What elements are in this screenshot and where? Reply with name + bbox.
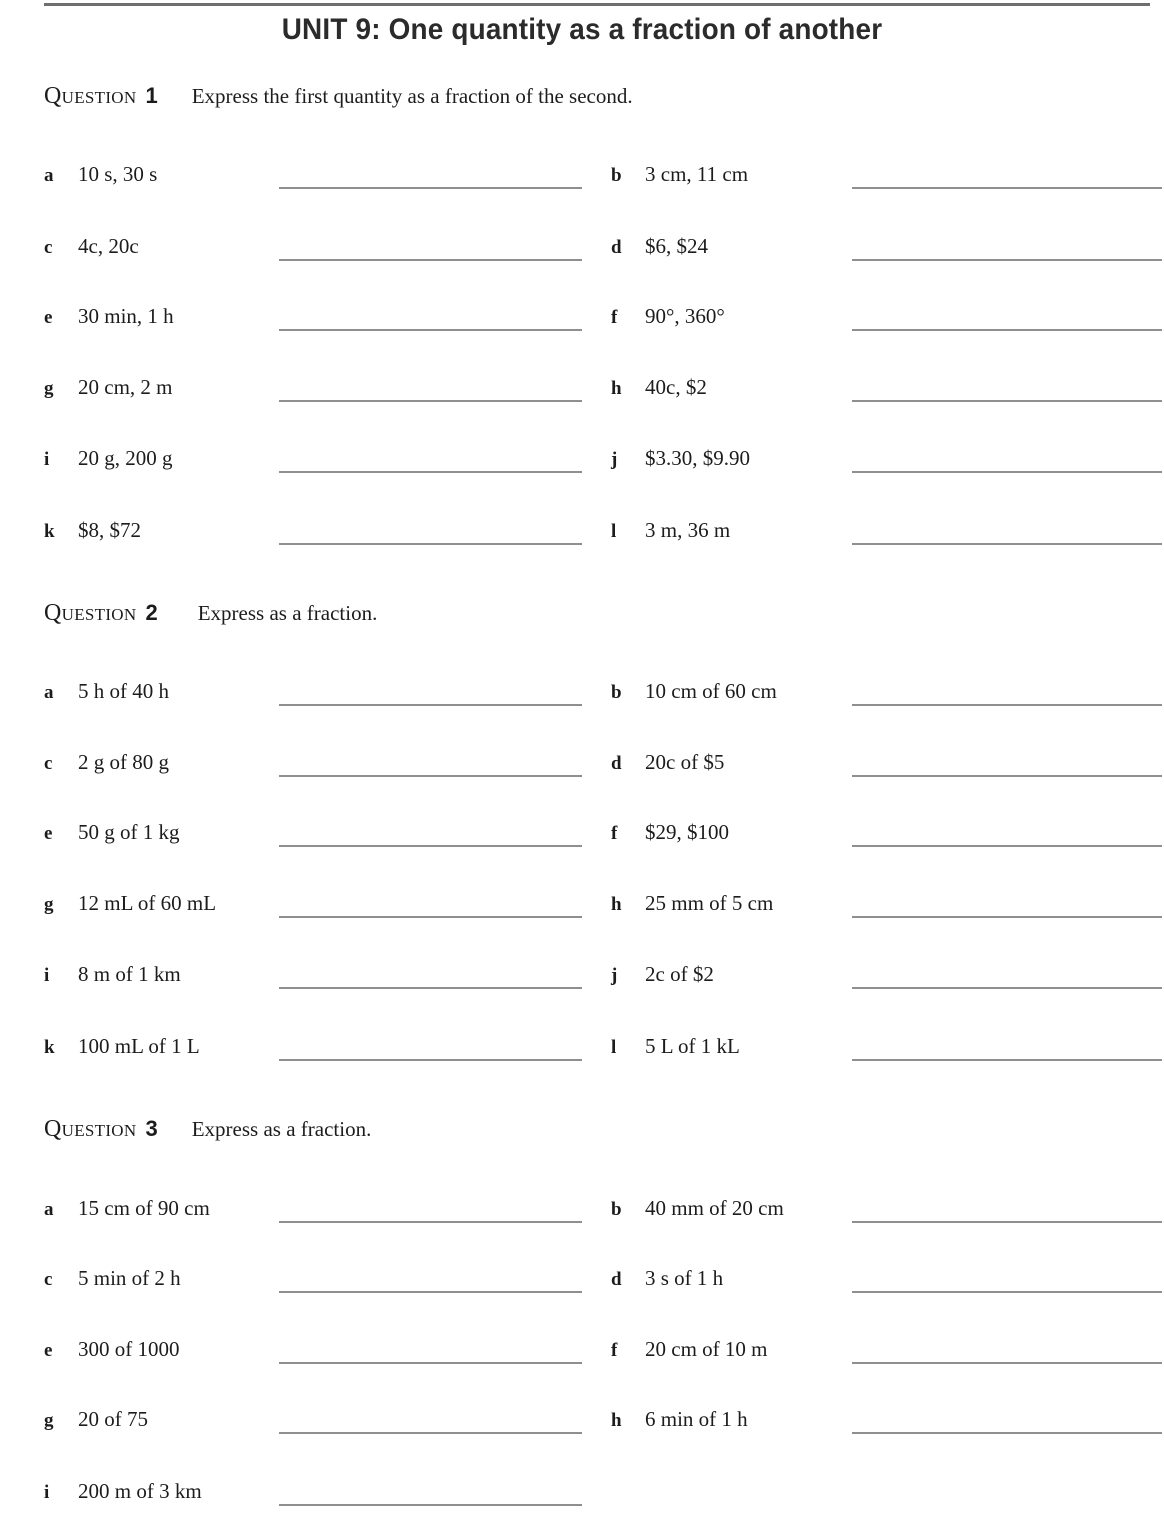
item-text: 20 cm, 2 m [78,375,173,399]
question-label-rest: UESTION [61,1121,137,1140]
answer-line[interactable] [279,704,582,706]
question-label-initial: Q [44,1116,62,1142]
item-text: 20 of 75 [78,1407,148,1431]
exercise-item [611,820,729,845]
answer-line[interactable] [852,187,1162,189]
answer-line[interactable] [852,1221,1162,1223]
exercise-item [44,1196,210,1221]
item-text: 10 cm of 60 cm [645,679,777,703]
exercise-item [44,234,139,259]
item-letter: e [44,1340,53,1361]
answer-line[interactable] [852,400,1162,402]
answer-line[interactable] [279,1059,582,1061]
exercise-item [44,962,181,987]
item-letter: l [611,521,617,542]
item-text: 100 mL of 1 L [78,1034,200,1058]
exercise-item [44,1407,148,1432]
item-text: 2 g of 80 g [78,750,169,774]
answer-line[interactable] [279,1432,582,1434]
item-letter: a [44,682,54,703]
answer-line[interactable] [279,187,582,189]
item-letter: a [44,1199,54,1220]
exercise-item [611,304,725,329]
answer-line[interactable] [852,845,1162,847]
item-letter: c [44,237,53,258]
exercise-item [611,891,773,916]
question-label-initial: Q [44,600,62,626]
item-letter: d [611,1269,622,1290]
item-text: 20c of $5 [645,750,725,774]
exercise-item [44,1034,200,1059]
question-number: 3 [145,1116,158,1141]
exercise-item [44,375,173,400]
answer-line[interactable] [852,775,1162,777]
item-text: 5 min of 2 h [78,1266,181,1290]
item-letter: f [611,1340,618,1361]
answer-line[interactable] [852,1362,1162,1364]
answer-line[interactable] [279,987,582,989]
exercise-item [44,820,180,845]
exercise-item [611,679,777,704]
item-letter: b [611,165,622,186]
item-letter: f [611,823,618,844]
exercise-item [611,1337,767,1362]
item-text: 200 m of 3 km [78,1479,202,1503]
question-instruction: Express as a fraction. [191,1117,372,1141]
exercise-item [44,679,169,704]
item-letter: b [611,1199,622,1220]
answer-line[interactable] [852,471,1162,473]
item-letter: h [611,894,622,915]
item-letter: j [611,449,618,470]
exercise-item [44,304,174,329]
answer-line[interactable] [279,775,582,777]
item-letter: g [44,894,54,915]
item-letter: c [44,1269,53,1290]
exercise-item [611,1266,723,1291]
exercise-item [44,891,216,916]
question-number: 1 [145,83,158,108]
item-text: 5 L of 1 kL [645,1034,740,1058]
item-letter: d [611,237,622,258]
item-letter: a [44,165,54,186]
page-title: UNIT 9: One quantity as a fraction of another [281,13,883,46]
answer-line[interactable] [279,845,582,847]
answer-line[interactable] [279,543,582,545]
exercise-item [44,518,141,543]
item-letter: d [611,753,622,774]
answer-line[interactable] [279,1504,582,1506]
exercise-item [611,234,708,259]
answer-line[interactable] [279,259,582,261]
exercise-item [44,446,173,471]
answer-line[interactable] [279,471,582,473]
item-text: 300 of 1000 [78,1337,180,1361]
item-text: 40c, $2 [645,375,707,399]
question-number: 2 [145,600,158,625]
item-letter: l [611,1037,617,1058]
answer-line[interactable] [852,543,1162,545]
exercise-item [611,1196,784,1221]
item-text: 6 min of 1 h [645,1407,748,1431]
item-text: 20 cm of 10 m [645,1337,768,1361]
item-letter: e [44,307,53,328]
question-header [44,1116,371,1142]
exercise-item [611,375,707,400]
item-letter: g [44,378,54,399]
item-letter: f [611,307,618,328]
item-text: $29, $100 [645,820,729,844]
answer-line[interactable] [852,329,1162,331]
item-text: 4c, 20c [78,234,139,258]
item-text: 20 g, 200 g [78,446,173,470]
item-text: 90°, 360° [645,304,725,328]
answer-line[interactable] [852,987,1162,989]
item-letter: i [44,1482,50,1503]
question-label [44,83,137,109]
item-letter: g [44,1410,54,1431]
item-text: 50 g of 1 kg [78,820,180,844]
answer-line[interactable] [279,329,582,331]
exercise-item [44,162,157,187]
answer-line[interactable] [852,916,1162,918]
item-letter: e [44,823,53,844]
exercise-item [611,162,748,187]
question-label-rest: UESTION [61,605,137,624]
item-text: 12 mL of 60 mL [78,891,217,915]
item-text: 15 cm of 90 cm [78,1196,210,1220]
exercise-item [611,446,750,471]
question-header [44,600,377,626]
question-header [44,83,633,109]
item-text: 3 s of 1 h [645,1266,724,1290]
item-text: 25 mm of 5 cm [645,891,774,915]
question-label-initial: Q [44,83,62,109]
item-letter: h [611,378,622,399]
item-text: 30 min, 1 h [78,304,174,328]
exercise-item [44,750,169,775]
item-text: 8 m of 1 km [78,962,181,986]
item-letter: k [44,1037,55,1058]
answer-line[interactable] [279,1221,582,1223]
item-text: 3 m, 36 m [645,518,731,542]
item-text: 5 h of 40 h [78,679,169,703]
answer-line[interactable] [852,1291,1162,1293]
item-text: 40 mm of 20 cm [645,1196,784,1220]
item-letter: j [611,965,618,986]
item-text: 10 s, 30 s [78,162,158,186]
item-letter: c [44,753,53,774]
exercise-item [44,1266,181,1291]
question-instruction: Express the first quantity as a fraction of the second. [191,84,633,108]
answer-line[interactable] [852,704,1162,706]
header-divider [44,3,1150,6]
exercise-item [611,1034,740,1059]
exercise-item [611,750,724,775]
answer-line[interactable] [279,1362,582,1364]
item-text: $6, $24 [645,234,708,258]
item-letter: k [44,521,55,542]
exercise-item [44,1337,180,1362]
answer-line[interactable] [852,259,1162,261]
item-text: 2c of $2 [645,962,714,986]
item-letter: i [44,449,50,470]
question-instruction: Express as a fraction. [197,601,378,625]
answer-line[interactable] [279,1291,582,1293]
item-letter: h [611,1410,622,1431]
item-letter: b [611,682,622,703]
exercise-item [611,1407,748,1432]
item-text: 3 cm, 11 cm [645,162,749,186]
item-text: $3.30, $9.90 [645,446,750,470]
item-text: $8, $72 [78,518,141,542]
question-label [44,1116,137,1142]
item-letter: i [44,965,50,986]
answer-line[interactable] [279,916,582,918]
answer-line[interactable] [852,1059,1162,1061]
exercise-item [44,1479,202,1504]
exercise-item [611,962,714,987]
exercise-item [611,518,730,543]
question-label-rest: UESTION [61,88,137,107]
answer-line[interactable] [279,400,582,402]
question-label [44,600,137,626]
answer-line[interactable] [852,1432,1162,1434]
